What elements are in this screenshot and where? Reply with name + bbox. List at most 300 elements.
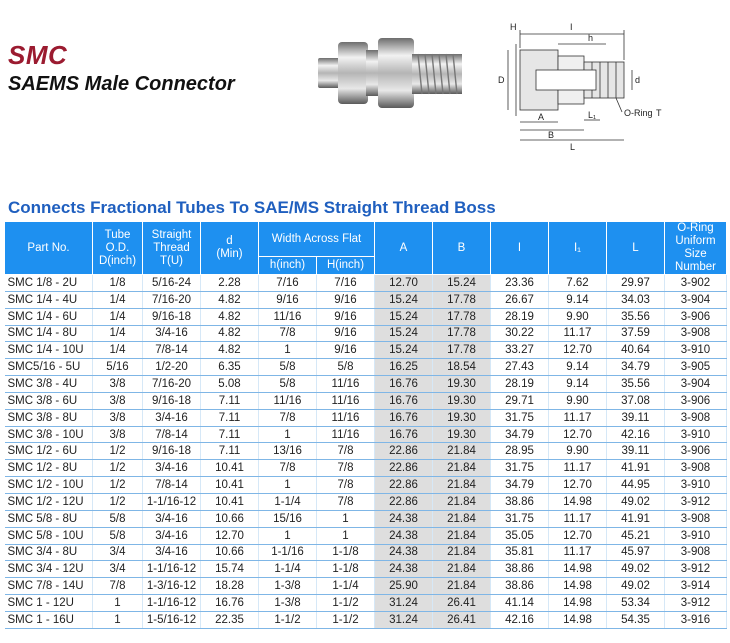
cell-part-no: SMC 1/4 - 6U bbox=[5, 308, 93, 325]
cell-I1: 9.90 bbox=[549, 443, 607, 460]
cell-A: 16.76 bbox=[375, 426, 433, 443]
cell-tube-od: 1/8 bbox=[93, 275, 143, 292]
spec-table-body bbox=[5, 275, 727, 629]
cell-tube-od: 3/4 bbox=[93, 544, 143, 561]
cell-h-inch: 5/8 bbox=[259, 376, 317, 393]
cell-thread: 7/8-14 bbox=[143, 342, 201, 359]
cell-A: 16.76 bbox=[375, 392, 433, 409]
cell-part-no: SMC 7/8 - 14U bbox=[5, 578, 93, 595]
header-I1: I₁ bbox=[549, 222, 607, 275]
cell-oring: 3-908 bbox=[665, 409, 727, 426]
cell-B: 21.84 bbox=[433, 527, 491, 544]
header-straight-thread: Straight Thread T(U) bbox=[143, 222, 201, 275]
cell-B: 19.30 bbox=[433, 392, 491, 409]
cell-B: 26.41 bbox=[433, 595, 491, 612]
diagram-label-B: B bbox=[548, 130, 555, 140]
cell-tube-od: 3/4 bbox=[93, 561, 143, 578]
cell-d-min: 4.82 bbox=[201, 291, 259, 308]
table-row bbox=[5, 477, 727, 494]
table-row bbox=[5, 376, 727, 393]
cell-I: 41.14 bbox=[491, 595, 549, 612]
cell-d-min: 10.66 bbox=[201, 510, 259, 527]
diagram-label-L1: L₁ bbox=[588, 110, 597, 120]
header-B: B bbox=[433, 222, 491, 275]
cell-A: 24.38 bbox=[375, 527, 433, 544]
diagram-label-T: T bbox=[656, 108, 662, 118]
cell-B: 21.84 bbox=[433, 510, 491, 527]
cell-I: 38.86 bbox=[491, 493, 549, 510]
cell-I1: 14.98 bbox=[549, 578, 607, 595]
cell-H-inch: 1 bbox=[317, 510, 375, 527]
cell-L: 41.91 bbox=[607, 510, 665, 527]
cell-oring: 3-910 bbox=[665, 342, 727, 359]
header-tube-od: Tube O.D. D(inch) bbox=[93, 222, 143, 275]
cell-oring: 3-904 bbox=[665, 291, 727, 308]
cell-A: 24.38 bbox=[375, 510, 433, 527]
diagram-label-H: H bbox=[510, 22, 517, 32]
cell-H-inch: 7/8 bbox=[317, 477, 375, 494]
cell-A: 15.24 bbox=[375, 291, 433, 308]
cell-I: 30.22 bbox=[491, 325, 549, 342]
cell-part-no: SMC 5/8 - 10U bbox=[5, 527, 93, 544]
spec-table bbox=[4, 221, 727, 629]
header-d-min: d (Min) bbox=[201, 222, 259, 275]
cell-thread: 3/4-16 bbox=[143, 544, 201, 561]
cell-I1: 9.90 bbox=[549, 308, 607, 325]
cell-B: 18.54 bbox=[433, 359, 491, 376]
table-row bbox=[5, 561, 727, 578]
cell-H-inch: 11/16 bbox=[317, 426, 375, 443]
cell-h-inch: 9/16 bbox=[259, 291, 317, 308]
cell-d-min: 4.82 bbox=[201, 342, 259, 359]
table-row bbox=[5, 527, 727, 544]
cell-I: 23.36 bbox=[491, 275, 549, 292]
cell-I: 31.75 bbox=[491, 510, 549, 527]
cell-d-min: 7.11 bbox=[201, 443, 259, 460]
cell-A: 31.24 bbox=[375, 595, 433, 612]
cell-h-inch: 15/16 bbox=[259, 510, 317, 527]
cell-H-inch: 1-1/8 bbox=[317, 544, 375, 561]
cell-I1: 11.17 bbox=[549, 510, 607, 527]
cell-A: 15.24 bbox=[375, 308, 433, 325]
cell-A: 12.70 bbox=[375, 275, 433, 292]
cell-B: 17.78 bbox=[433, 291, 491, 308]
cell-I: 34.79 bbox=[491, 477, 549, 494]
cell-B: 26.41 bbox=[433, 611, 491, 628]
cell-oring: 3-914 bbox=[665, 578, 727, 595]
cell-part-no: SMC 1/2 - 12U bbox=[5, 493, 93, 510]
cell-H-inch: 11/16 bbox=[317, 376, 375, 393]
cell-oring: 3-912 bbox=[665, 493, 727, 510]
cell-thread: 3/4-16 bbox=[143, 325, 201, 342]
table-row bbox=[5, 392, 727, 409]
cell-thread: 1-3/16-12 bbox=[143, 578, 201, 595]
cell-h-inch: 1-3/8 bbox=[259, 595, 317, 612]
cell-d-min: 12.70 bbox=[201, 527, 259, 544]
cell-H-inch: 1-1/2 bbox=[317, 611, 375, 628]
cell-I1: 14.98 bbox=[549, 611, 607, 628]
cell-part-no: SMC 1/2 - 10U bbox=[5, 477, 93, 494]
cell-A: 25.90 bbox=[375, 578, 433, 595]
cell-tube-od: 1/2 bbox=[93, 477, 143, 494]
cell-I: 28.95 bbox=[491, 443, 549, 460]
cell-I1: 14.98 bbox=[549, 561, 607, 578]
cell-H-inch: 7/8 bbox=[317, 493, 375, 510]
cell-B: 17.78 bbox=[433, 342, 491, 359]
cell-thread: 9/16-18 bbox=[143, 308, 201, 325]
cell-H-inch: 9/16 bbox=[317, 325, 375, 342]
cell-B: 21.84 bbox=[433, 578, 491, 595]
cell-h-inch: 1-3/8 bbox=[259, 578, 317, 595]
cell-oring: 3-912 bbox=[665, 595, 727, 612]
cell-part-no: SMC 1 - 12U bbox=[5, 595, 93, 612]
cell-oring: 3-906 bbox=[665, 392, 727, 409]
cell-B: 21.84 bbox=[433, 460, 491, 477]
table-row bbox=[5, 359, 727, 376]
cell-thread: 3/4-16 bbox=[143, 510, 201, 527]
cell-part-no: SMC 1/4 - 4U bbox=[5, 291, 93, 308]
cell-part-no: SMC 1/8 - 2U bbox=[5, 275, 93, 292]
cell-h-inch: 5/8 bbox=[259, 359, 317, 376]
cell-I1: 9.14 bbox=[549, 359, 607, 376]
cell-d-min: 10.41 bbox=[201, 460, 259, 477]
cell-oring: 3-910 bbox=[665, 477, 727, 494]
cell-B: 21.84 bbox=[433, 477, 491, 494]
cell-tube-od: 7/8 bbox=[93, 578, 143, 595]
table-row bbox=[5, 611, 727, 628]
header-A: A bbox=[375, 222, 433, 275]
cell-oring: 3-905 bbox=[665, 359, 727, 376]
cell-L: 29.97 bbox=[607, 275, 665, 292]
cell-H-inch: 1-1/4 bbox=[317, 578, 375, 595]
table-row bbox=[5, 426, 727, 443]
cell-I1: 9.14 bbox=[549, 376, 607, 393]
cell-d-min: 16.76 bbox=[201, 595, 259, 612]
cell-I: 35.05 bbox=[491, 527, 549, 544]
cell-h-inch: 7/8 bbox=[259, 409, 317, 426]
cell-tube-od: 1/4 bbox=[93, 308, 143, 325]
cell-part-no: SMC 3/8 - 4U bbox=[5, 376, 93, 393]
table-row bbox=[5, 443, 727, 460]
cell-oring: 3-904 bbox=[665, 376, 727, 393]
cell-I1: 9.90 bbox=[549, 392, 607, 409]
diagram-label-D: D bbox=[498, 75, 505, 85]
cell-thread: 7/8-14 bbox=[143, 426, 201, 443]
cell-L: 39.11 bbox=[607, 443, 665, 460]
cell-B: 15.24 bbox=[433, 275, 491, 292]
cell-I: 34.79 bbox=[491, 426, 549, 443]
cell-tube-od: 1/4 bbox=[93, 325, 143, 342]
cell-A: 16.76 bbox=[375, 376, 433, 393]
cell-thread: 3/4-16 bbox=[143, 460, 201, 477]
cell-h-inch: 11/16 bbox=[259, 308, 317, 325]
cell-L: 44.95 bbox=[607, 477, 665, 494]
header-H-inch: H(inch) bbox=[317, 257, 375, 275]
cell-d-min: 4.82 bbox=[201, 308, 259, 325]
cell-H-inch: 1 bbox=[317, 527, 375, 544]
cell-oring: 3-902 bbox=[665, 275, 727, 292]
cell-thread: 7/16-20 bbox=[143, 376, 201, 393]
diagram-label-A: A bbox=[538, 112, 545, 122]
cell-thread: 1/2-20 bbox=[143, 359, 201, 376]
cell-h-inch: 13/16 bbox=[259, 443, 317, 460]
cell-A: 22.86 bbox=[375, 443, 433, 460]
cell-h-inch: 1-1/4 bbox=[259, 561, 317, 578]
cell-thread: 9/16-18 bbox=[143, 392, 201, 409]
cell-part-no: SMC 3/4 - 12U bbox=[5, 561, 93, 578]
cell-L: 42.16 bbox=[607, 426, 665, 443]
table-row bbox=[5, 510, 727, 527]
header-I: I bbox=[491, 222, 549, 275]
cell-H-inch: 7/8 bbox=[317, 460, 375, 477]
cell-thread: 7/16-20 bbox=[143, 291, 201, 308]
cell-I1: 11.17 bbox=[549, 544, 607, 561]
cell-L: 53.34 bbox=[607, 595, 665, 612]
table-row bbox=[5, 325, 727, 342]
cell-I1: 11.17 bbox=[549, 409, 607, 426]
cell-H-inch: 7/16 bbox=[317, 275, 375, 292]
cell-I: 31.75 bbox=[491, 460, 549, 477]
cell-d-min: 10.41 bbox=[201, 493, 259, 510]
cell-L: 34.79 bbox=[607, 359, 665, 376]
cell-h-inch: 1 bbox=[259, 527, 317, 544]
cell-oring: 3-906 bbox=[665, 443, 727, 460]
cell-L: 39.11 bbox=[607, 409, 665, 426]
cell-H-inch: 7/8 bbox=[317, 443, 375, 460]
cell-thread: 3/4-16 bbox=[143, 409, 201, 426]
cell-thread: 3/4-16 bbox=[143, 527, 201, 544]
cell-L: 45.21 bbox=[607, 527, 665, 544]
cell-L: 54.35 bbox=[607, 611, 665, 628]
cell-I1: 12.70 bbox=[549, 342, 607, 359]
cell-B: 17.78 bbox=[433, 308, 491, 325]
cell-I1: 11.17 bbox=[549, 460, 607, 477]
cell-L: 45.97 bbox=[607, 544, 665, 561]
cell-L: 49.02 bbox=[607, 493, 665, 510]
cell-part-no: SMC 3/4 - 8U bbox=[5, 544, 93, 561]
cell-tube-od: 1 bbox=[93, 595, 143, 612]
cell-I: 27.43 bbox=[491, 359, 549, 376]
cell-I: 26.67 bbox=[491, 291, 549, 308]
cell-I: 38.86 bbox=[491, 561, 549, 578]
cell-d-min: 7.11 bbox=[201, 392, 259, 409]
cell-d-min: 10.66 bbox=[201, 544, 259, 561]
cell-h-inch: 1-1/4 bbox=[259, 493, 317, 510]
table-row bbox=[5, 275, 727, 292]
header-part-no: Part No. bbox=[5, 222, 93, 275]
cell-I: 33.27 bbox=[491, 342, 549, 359]
dimension-diagram bbox=[496, 8, 728, 158]
cell-B: 21.84 bbox=[433, 544, 491, 561]
cell-part-no: SMC5/16 - 5U bbox=[5, 359, 93, 376]
cell-B: 19.30 bbox=[433, 409, 491, 426]
header-L: L bbox=[607, 222, 665, 275]
cell-part-no: SMC 3/8 - 10U bbox=[5, 426, 93, 443]
cell-thread: 7/8-14 bbox=[143, 477, 201, 494]
cell-H-inch: 9/16 bbox=[317, 308, 375, 325]
cell-oring: 3-908 bbox=[665, 544, 727, 561]
cell-tube-od: 3/8 bbox=[93, 409, 143, 426]
diagram-label-oring: O-Ring bbox=[624, 108, 653, 118]
cell-part-no: SMC 1/2 - 6U bbox=[5, 443, 93, 460]
cell-tube-od: 1/2 bbox=[93, 460, 143, 477]
diagram-label-h: h bbox=[588, 33, 594, 43]
cell-I: 35.81 bbox=[491, 544, 549, 561]
cell-oring: 3-910 bbox=[665, 527, 727, 544]
cell-tube-od: 1/4 bbox=[93, 342, 143, 359]
cell-L: 49.02 bbox=[607, 578, 665, 595]
cell-oring: 3-912 bbox=[665, 561, 727, 578]
cell-tube-od: 3/8 bbox=[93, 392, 143, 409]
header-h-inch: h(inch) bbox=[259, 257, 317, 275]
cell-part-no: SMC 5/8 - 8U bbox=[5, 510, 93, 527]
cell-I1: 12.70 bbox=[549, 527, 607, 544]
table-row bbox=[5, 342, 727, 359]
cell-d-min: 7.11 bbox=[201, 409, 259, 426]
table-row bbox=[5, 595, 727, 612]
cell-h-inch: 7/8 bbox=[259, 325, 317, 342]
table-row bbox=[5, 544, 727, 561]
header-oring: O-Ring Uniform Size Number bbox=[665, 222, 727, 275]
cell-I1: 7.62 bbox=[549, 275, 607, 292]
product-code: SMC bbox=[8, 40, 68, 70]
cell-d-min: 15.74 bbox=[201, 561, 259, 578]
cell-part-no: SMC 3/8 - 8U bbox=[5, 409, 93, 426]
cell-tube-od: 1/4 bbox=[93, 291, 143, 308]
cell-oring: 3-906 bbox=[665, 308, 727, 325]
cell-A: 16.25 bbox=[375, 359, 433, 376]
cell-part-no: SMC 1/4 - 8U bbox=[5, 325, 93, 342]
cell-h-inch: 1 bbox=[259, 342, 317, 359]
cell-oring: 3-908 bbox=[665, 325, 727, 342]
product-name: SAEMS Male Connector bbox=[8, 73, 235, 95]
cell-tube-od: 3/8 bbox=[93, 376, 143, 393]
cell-thread: 5/16-24 bbox=[143, 275, 201, 292]
cell-tube-od: 1/2 bbox=[93, 443, 143, 460]
cell-thread: 1-1/16-12 bbox=[143, 595, 201, 612]
cell-thread: 9/16-18 bbox=[143, 443, 201, 460]
cell-B: 19.30 bbox=[433, 426, 491, 443]
cell-tube-od: 1/2 bbox=[93, 493, 143, 510]
cell-A: 24.38 bbox=[375, 544, 433, 561]
cell-L: 37.59 bbox=[607, 325, 665, 342]
cell-A: 22.86 bbox=[375, 460, 433, 477]
cell-d-min: 5.08 bbox=[201, 376, 259, 393]
cell-A: 24.38 bbox=[375, 561, 433, 578]
cell-h-inch: 1 bbox=[259, 477, 317, 494]
cell-h-inch: 7/8 bbox=[259, 460, 317, 477]
cell-d-min: 7.11 bbox=[201, 426, 259, 443]
cell-L: 35.56 bbox=[607, 376, 665, 393]
cell-tube-od: 3/8 bbox=[93, 426, 143, 443]
table-row bbox=[5, 308, 727, 325]
cell-A: 15.24 bbox=[375, 325, 433, 342]
cell-h-inch: 1-1/2 bbox=[259, 611, 317, 628]
cell-I: 28.19 bbox=[491, 376, 549, 393]
cell-oring: 3-916 bbox=[665, 611, 727, 628]
cell-H-inch: 9/16 bbox=[317, 342, 375, 359]
cell-part-no: SMC 1 - 16U bbox=[5, 611, 93, 628]
cell-tube-od: 1 bbox=[93, 611, 143, 628]
cell-L: 37.08 bbox=[607, 392, 665, 409]
diagram-label-L: L bbox=[570, 142, 576, 152]
cell-h-inch: 1-1/16 bbox=[259, 544, 317, 561]
cell-A: 15.24 bbox=[375, 342, 433, 359]
cell-B: 21.84 bbox=[433, 493, 491, 510]
table-row bbox=[5, 578, 727, 595]
cell-part-no: SMC 1/4 - 10U bbox=[5, 342, 93, 359]
cell-d-min: 22.35 bbox=[201, 611, 259, 628]
cell-oring: 3-908 bbox=[665, 460, 727, 477]
cell-tube-od: 5/16 bbox=[93, 359, 143, 376]
cell-I: 38.86 bbox=[491, 578, 549, 595]
table-row bbox=[5, 409, 727, 426]
cell-H-inch: 1-1/2 bbox=[317, 595, 375, 612]
cell-d-min: 4.82 bbox=[201, 325, 259, 342]
cell-L: 34.03 bbox=[607, 291, 665, 308]
header-width-across-flat: Width Across Flat bbox=[259, 222, 375, 257]
cell-part-no: SMC 1/2 - 8U bbox=[5, 460, 93, 477]
cell-L: 49.02 bbox=[607, 561, 665, 578]
cell-I1: 12.70 bbox=[549, 477, 607, 494]
cell-H-inch: 1-1/8 bbox=[317, 561, 375, 578]
cell-L: 35.56 bbox=[607, 308, 665, 325]
cell-A: 22.86 bbox=[375, 477, 433, 494]
cell-part-no: SMC 3/8 - 6U bbox=[5, 392, 93, 409]
cell-A: 31.24 bbox=[375, 611, 433, 628]
cell-L: 41.91 bbox=[607, 460, 665, 477]
cell-h-inch: 7/16 bbox=[259, 275, 317, 292]
cell-d-min: 2.28 bbox=[201, 275, 259, 292]
cell-H-inch: 5/8 bbox=[317, 359, 375, 376]
cell-d-min: 6.35 bbox=[201, 359, 259, 376]
cell-B: 21.84 bbox=[433, 561, 491, 578]
cell-A: 22.86 bbox=[375, 493, 433, 510]
cell-I1: 14.98 bbox=[549, 595, 607, 612]
cell-d-min: 10.41 bbox=[201, 477, 259, 494]
cell-I1: 12.70 bbox=[549, 426, 607, 443]
cell-I: 42.16 bbox=[491, 611, 549, 628]
cell-oring: 3-908 bbox=[665, 510, 727, 527]
cell-thread: 1-1/16-12 bbox=[143, 561, 201, 578]
cell-B: 19.30 bbox=[433, 376, 491, 393]
diagram-label-I: I bbox=[570, 22, 573, 32]
product-photo bbox=[310, 30, 480, 120]
cell-B: 17.78 bbox=[433, 325, 491, 342]
cell-H-inch: 9/16 bbox=[317, 291, 375, 308]
cell-oring: 3-910 bbox=[665, 426, 727, 443]
diagram-label-d: d bbox=[635, 75, 641, 85]
cell-thread: 1-5/16-12 bbox=[143, 611, 201, 628]
cell-I1: 11.17 bbox=[549, 325, 607, 342]
cell-I: 28.19 bbox=[491, 308, 549, 325]
cell-I1: 14.98 bbox=[549, 493, 607, 510]
cell-A: 16.76 bbox=[375, 409, 433, 426]
cell-I1: 9.14 bbox=[549, 291, 607, 308]
table-row bbox=[5, 460, 727, 477]
table-row bbox=[5, 291, 727, 308]
cell-H-inch: 11/16 bbox=[317, 409, 375, 426]
cell-tube-od: 5/8 bbox=[93, 527, 143, 544]
section-title: Connects Fractional Tubes To SAE/MS Straight Thread Boss bbox=[8, 198, 496, 217]
cell-h-inch: 1 bbox=[259, 426, 317, 443]
cell-H-inch: 11/16 bbox=[317, 392, 375, 409]
cell-B: 21.84 bbox=[433, 443, 491, 460]
cell-I: 31.75 bbox=[491, 409, 549, 426]
cell-I: 29.71 bbox=[491, 392, 549, 409]
cell-thread: 1-1/16-12 bbox=[143, 493, 201, 510]
cell-tube-od: 5/8 bbox=[93, 510, 143, 527]
